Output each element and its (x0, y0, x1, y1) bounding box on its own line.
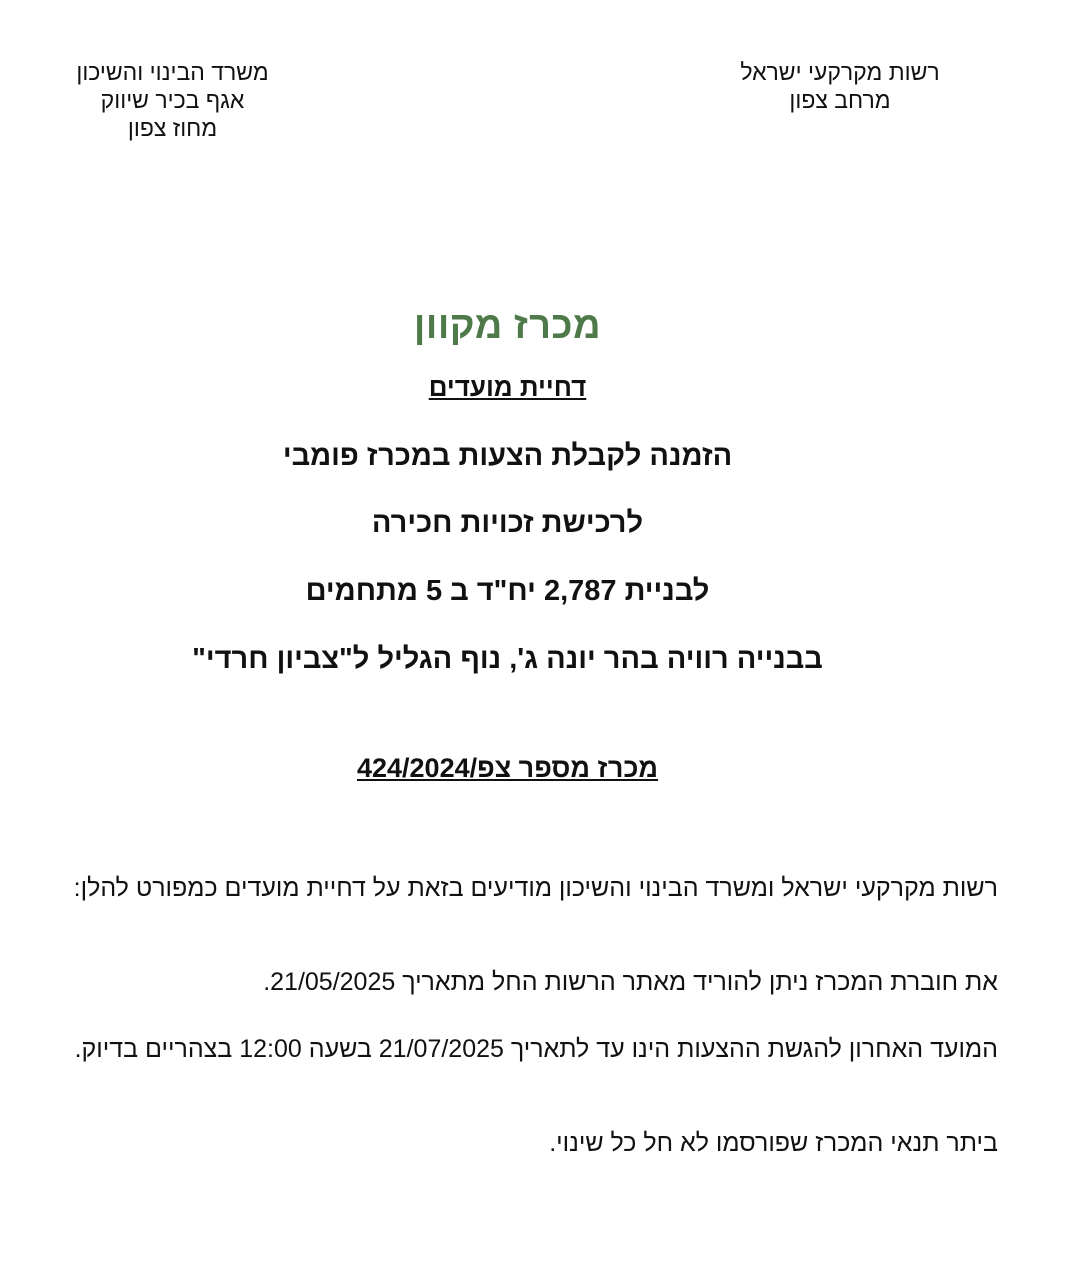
ministry-district: מחוז צפון (127, 115, 218, 141)
paragraph-no-other-changes: ביתר תנאי המכרז שפורסמו לא חל כל שינוי. (549, 1129, 998, 1157)
paragraph-download-date: את חוברת המכרז ניתן להוריד מאתר הרשות החל מתאריך 21/05/2025. (263, 968, 998, 996)
paragraph-announcement: רשות מקרקעי ישראל ומשרד הבינוי והשיכון מודיעים בזאת על דחיית מועדים כמפורט להלן: (73, 874, 998, 902)
heading-housing-units: לבניית 2,787 יח"ד ב 5 מתחמים (305, 575, 710, 607)
issuer-ministry-header (55, 58, 290, 142)
tender-number: מכרז מספר צפ/424/2024 (356, 753, 659, 783)
heading-invitation: הזמנה לקבלת הצעות במכרז פומבי (282, 440, 733, 472)
document-subtitle: דחיית מועדים (428, 372, 587, 402)
ministry-name: משרד הבינוי והשיכון (76, 59, 269, 85)
authority-region: מרחב צפון (789, 87, 891, 113)
heading-location: בבנייה רוויה בהר יונה ג', נוף הגליל ל"צביון חרדי" (192, 643, 823, 675)
document-title: מכרז מקוון (413, 305, 602, 347)
heading-leasing-rights: לרכישת זכויות חכירה (371, 507, 644, 539)
paragraph-submission-deadline: המועד האחרון להגשת ההצעות הינו עד לתאריך 21/07/2025 בשעה 12:00 בצהריים בדיוק. (74, 1035, 998, 1063)
issuer-authority-header (720, 58, 960, 114)
ministry-division: אגף בכיר שיווק (100, 87, 245, 113)
authority-name: רשות מקרקעי ישראל (740, 59, 940, 85)
